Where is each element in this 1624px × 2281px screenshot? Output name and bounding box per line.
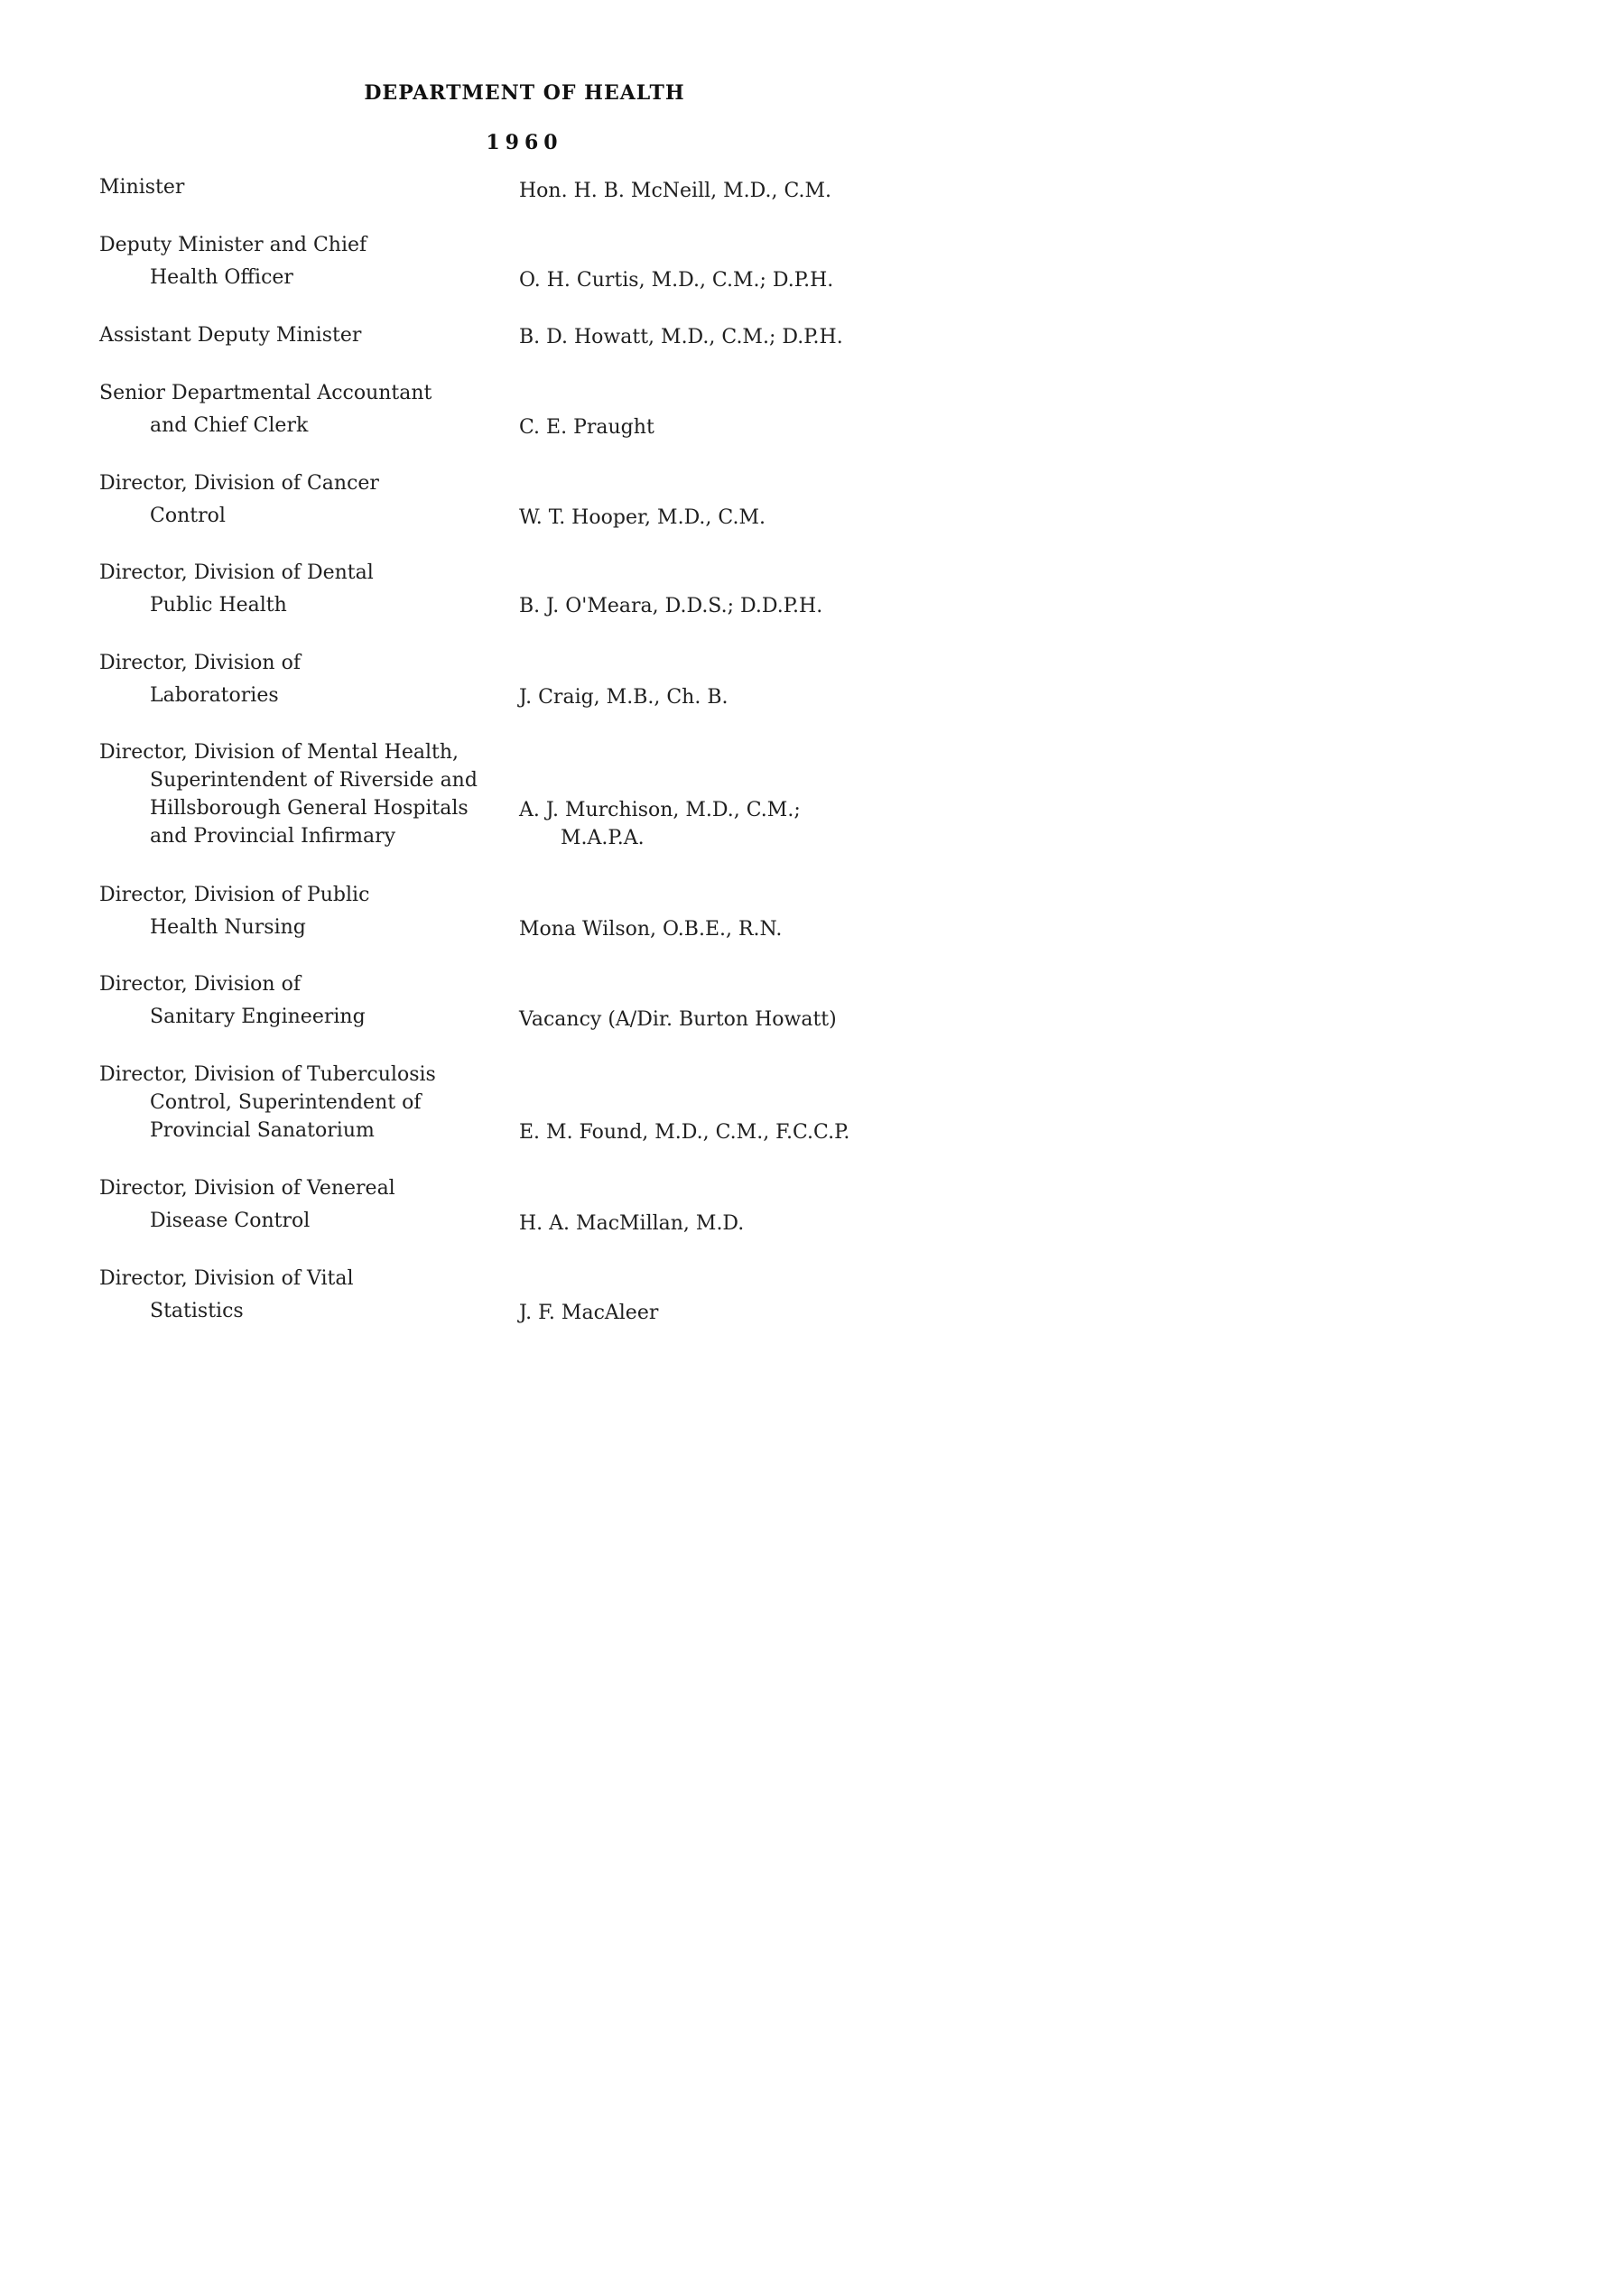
position-title: Deputy Minister and Chief Health Officer	[99, 234, 367, 289]
page-title: DEPARTMENT OF HEALTH	[364, 81, 685, 105]
position-title: Director, Division of Public Health Nursing	[99, 884, 370, 939]
staff-name: A. J. Murchison, M.D., C.M.; M.A.P.A.	[519, 799, 801, 849]
position-title: Director, Division of Cancer Control	[99, 472, 379, 527]
position-title: Minister	[99, 176, 185, 199]
staff-name: C. E. Praught	[519, 416, 654, 439]
position-title: Senior Departmental Accountant and Chief Clerk	[99, 382, 432, 437]
position-title: Director, Division of Vital Statistics	[99, 1267, 354, 1322]
staff-name: O. H. Curtis, M.D., C.M.; D.P.H.	[519, 269, 834, 292]
document-page	[0, 0, 998, 1401]
staff-name: E. M. Found, M.D., C.M., F.C.C.P.	[519, 1121, 850, 1144]
position-title: Director, Division of Tuberculosis Control, Superintendent of Provincial Sanatorium	[99, 1063, 436, 1142]
position-title: Assistant Deputy Minister	[99, 324, 362, 347]
position-title: Director, Division of Dental Public Health	[99, 561, 374, 617]
staff-name: B. J. O'Meara, D.D.S.; D.D.P.H.	[519, 595, 823, 617]
staff-name: J. Craig, M.B., Ch. B.	[519, 686, 728, 709]
staff-name: Mona Wilson, O.B.E., R.N.	[519, 918, 783, 941]
staff-name: B. D. Howatt, M.D., C.M.; D.P.H.	[519, 326, 843, 348]
staff-name: H. A. MacMillan, M.D.	[519, 1212, 745, 1235]
staff-name: Hon. H. B. McNeill, M.D., C.M.	[519, 180, 832, 202]
position-title: Director, Division of Venereal Disease Control	[99, 1177, 395, 1232]
staff-name: W. T. Hooper, M.D., C.M.	[519, 506, 766, 529]
position-title: Director, Division of Mental Health, Superintendent of Riverside and Hillsborough General Hospitals and Provincial Infirmary	[99, 741, 478, 848]
staff-name: Vacancy (A/Dir. Burton Howatt)	[519, 1008, 837, 1031]
staff-name: J. F. MacAleer	[519, 1302, 659, 1324]
page-year: 1960	[486, 131, 563, 154]
position-title: Director, Division of Laboratories	[99, 652, 301, 707]
position-title: Director, Division of Sanitary Engineering	[99, 973, 366, 1028]
